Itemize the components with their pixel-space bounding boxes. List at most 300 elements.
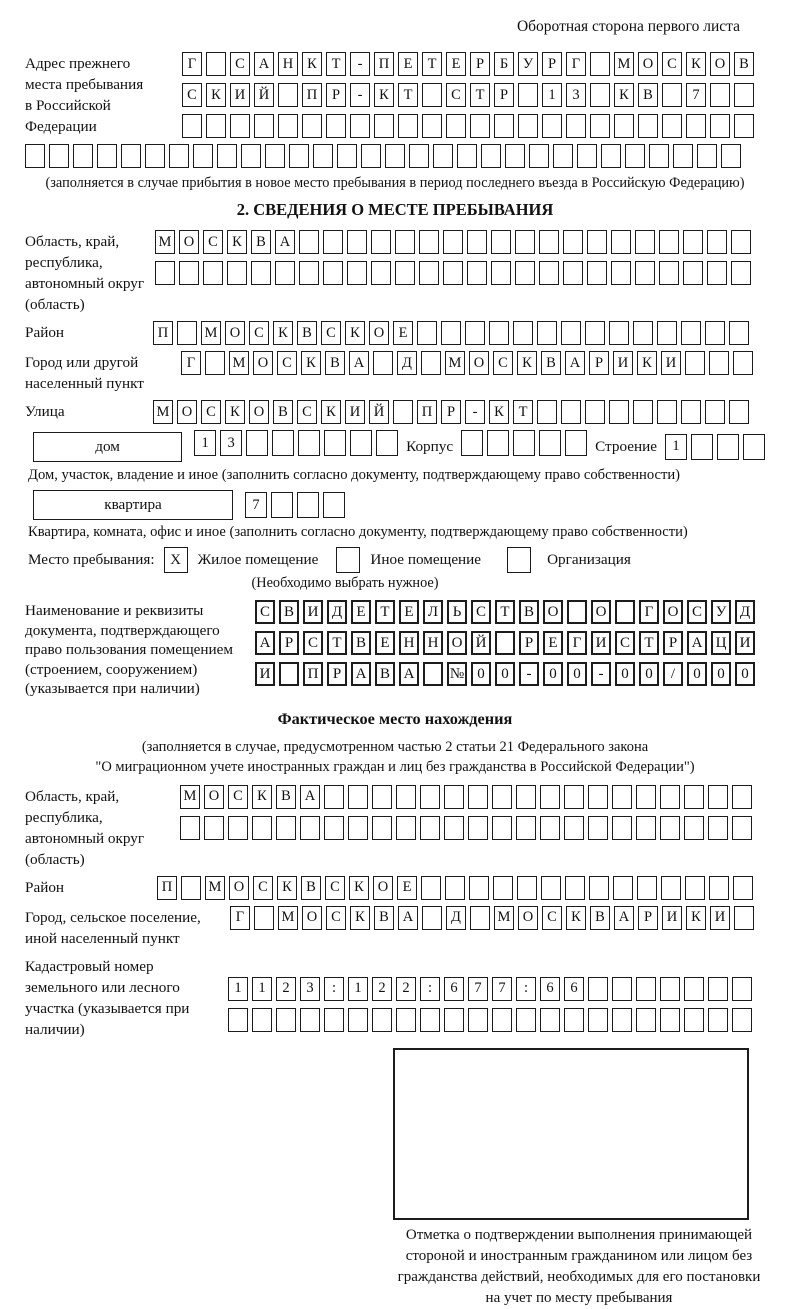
char-box: К [374, 83, 394, 107]
char-box: О [229, 876, 249, 900]
char-box [660, 785, 680, 809]
char-box: К [252, 785, 272, 809]
section2-title: 2. СВЕДЕНИЯ О МЕСТЕ ПРЕБЫВАНИЯ [236, 200, 554, 219]
char-box [734, 906, 754, 930]
char-box [275, 261, 295, 285]
char-box [717, 434, 739, 460]
char-box: Л [423, 600, 443, 624]
char-box: 6 [444, 977, 464, 1001]
char-box [636, 977, 656, 1001]
char-box: И [345, 400, 365, 424]
char-box [470, 906, 490, 930]
char-box: И [230, 83, 250, 107]
char-box [228, 816, 248, 840]
char-box [276, 816, 296, 840]
char-box [513, 321, 533, 345]
char-box: А [687, 631, 707, 655]
actual-city-label: Город, сельское поселение, иной населенный пункт [25, 908, 201, 947]
char-box [49, 144, 69, 168]
char-box: Г [181, 351, 201, 375]
char-box [513, 430, 535, 456]
char-box: Г [182, 52, 202, 76]
char-box [299, 230, 319, 254]
char-box: С [203, 230, 223, 254]
char-box [396, 1008, 416, 1032]
char-box: И [661, 351, 681, 375]
region-row-1 [155, 230, 751, 254]
char-box [707, 230, 727, 254]
char-box [494, 114, 514, 138]
char-box [206, 52, 226, 76]
char-box [681, 321, 701, 345]
char-box [300, 816, 320, 840]
char-box: 0 [543, 662, 563, 686]
char-box [371, 230, 391, 254]
char-box [516, 785, 536, 809]
korpus-row [461, 430, 587, 456]
char-box [421, 351, 441, 375]
char-box: 0 [711, 662, 731, 686]
char-box [492, 1008, 512, 1032]
char-box: Й [369, 400, 389, 424]
char-box: В [276, 785, 296, 809]
char-box [732, 1008, 752, 1032]
char-box: Т [375, 600, 395, 624]
street-row [153, 400, 749, 424]
char-box [371, 261, 391, 285]
char-box: 1 [542, 83, 562, 107]
char-box [601, 144, 621, 168]
char-box: К [277, 876, 297, 900]
char-box: В [541, 351, 561, 375]
char-box [662, 83, 682, 107]
char-box: Р [441, 400, 461, 424]
char-box [423, 662, 443, 686]
actual-region-label: Область, край, республика, автономный округ (область) [25, 787, 145, 868]
char-box [585, 321, 605, 345]
char-box [422, 114, 442, 138]
char-box: 0 [567, 662, 587, 686]
char-box [518, 114, 538, 138]
char-box: Б [494, 52, 514, 76]
char-box [564, 1008, 584, 1032]
char-box: В [279, 600, 299, 624]
char-box: С [201, 400, 221, 424]
char-box: Р [470, 52, 490, 76]
char-box: М [614, 52, 634, 76]
char-box [660, 816, 680, 840]
char-box: У [518, 52, 538, 76]
char-box [324, 785, 344, 809]
char-box [457, 144, 477, 168]
actual-location-note-1: (заполняется в случае, предусмотренном частью 2 статьи 21 Федерального закона [141, 738, 649, 755]
char-box [419, 230, 439, 254]
char-box: 0 [615, 662, 635, 686]
char-box [691, 434, 713, 460]
char-box [561, 321, 581, 345]
char-box: М [153, 400, 173, 424]
char-box: Е [393, 321, 413, 345]
char-box [518, 83, 538, 107]
char-box: : [324, 977, 344, 1001]
char-box: К [345, 321, 365, 345]
char-box: В [273, 400, 293, 424]
char-box: 7 [245, 492, 267, 518]
char-box [373, 351, 393, 375]
field-district [25, 321, 765, 345]
char-box: 7 [686, 83, 706, 107]
char-box: И [710, 906, 730, 930]
char-box [673, 144, 693, 168]
char-box: А [255, 631, 275, 655]
char-box [372, 785, 392, 809]
char-box: К [206, 83, 226, 107]
char-box: В [519, 600, 539, 624]
char-box [323, 492, 345, 518]
char-box [633, 321, 653, 345]
char-box [302, 114, 322, 138]
char-box [205, 351, 225, 375]
char-box [636, 1008, 656, 1032]
char-box [540, 785, 560, 809]
char-box [659, 230, 679, 254]
char-box: 0 [687, 662, 707, 686]
char-box [686, 114, 706, 138]
char-box [297, 492, 319, 518]
char-box [636, 816, 656, 840]
char-box [337, 144, 357, 168]
actual-region-row-1 [180, 785, 752, 809]
char-box: К [350, 906, 370, 930]
char-box [708, 816, 728, 840]
char-box: - [350, 52, 370, 76]
char-box: К [614, 83, 634, 107]
char-box: П [157, 876, 177, 900]
char-box: 1 [665, 434, 687, 460]
char-box: К [302, 52, 322, 76]
char-box: А [351, 662, 371, 686]
char-box [732, 785, 752, 809]
char-box [685, 876, 705, 900]
stroenie-label: Строение [595, 437, 657, 455]
char-box [614, 114, 634, 138]
char-box [743, 434, 765, 460]
char-box: О [253, 351, 273, 375]
char-box: О [177, 400, 197, 424]
char-box [731, 230, 751, 254]
char-box: Т [470, 83, 490, 107]
char-box: С [493, 351, 513, 375]
char-box [271, 492, 293, 518]
char-box: У [711, 600, 731, 624]
char-box [278, 114, 298, 138]
char-box: Т [639, 631, 659, 655]
char-box: 1 [228, 977, 248, 1001]
char-box [350, 114, 370, 138]
char-box: 0 [495, 662, 515, 686]
char-box: 2 [372, 977, 392, 1001]
char-box: : [420, 977, 440, 1001]
city-label: Город или другой населенный пункт [25, 354, 144, 392]
previous-address-label: Адрес прежнего места пребывания в Российской Федерации [25, 55, 144, 135]
char-box [491, 261, 511, 285]
char-box: О [249, 400, 269, 424]
char-box [587, 230, 607, 254]
char-box [733, 351, 753, 375]
char-box [565, 876, 585, 900]
char-box: К [566, 906, 586, 930]
char-box: С [249, 321, 269, 345]
field-cadastre [25, 955, 765, 1040]
char-box: Т [326, 52, 346, 76]
char-box [445, 876, 465, 900]
char-box: А [565, 351, 585, 375]
char-box [441, 321, 461, 345]
char-box: Т [495, 600, 515, 624]
char-box [347, 261, 367, 285]
char-box: 6 [540, 977, 560, 1001]
house-rect-label: дом [33, 432, 182, 462]
char-box [300, 1008, 320, 1032]
char-box [590, 83, 610, 107]
char-box [566, 114, 586, 138]
char-box: К [517, 351, 537, 375]
document-row-3 [255, 662, 755, 686]
char-box [637, 876, 657, 900]
char-box [444, 1008, 464, 1032]
char-box [588, 785, 608, 809]
char-box: О [302, 906, 322, 930]
char-box: М [229, 351, 249, 375]
char-box: № [447, 662, 467, 686]
char-box [515, 230, 535, 254]
char-box [660, 1008, 680, 1032]
char-box [661, 876, 681, 900]
district-label: Район [25, 324, 65, 341]
char-box: Р [279, 631, 299, 655]
char-box [393, 400, 413, 424]
char-box [265, 144, 285, 168]
char-box [708, 785, 728, 809]
char-box: Е [446, 52, 466, 76]
option-organization-label: Организация [547, 551, 631, 568]
char-box [272, 430, 294, 456]
char-box [470, 114, 490, 138]
char-box [590, 114, 610, 138]
char-box [182, 114, 202, 138]
char-box: С [277, 351, 297, 375]
char-box: Т [327, 631, 347, 655]
char-box: П [153, 321, 173, 345]
city-row [181, 351, 753, 375]
char-box [541, 876, 561, 900]
char-box: Т [422, 52, 442, 76]
char-box: Д [397, 351, 417, 375]
char-box: / [663, 662, 683, 686]
char-box: 3 [220, 430, 242, 456]
korpus-label: Корпус [406, 437, 454, 455]
char-box: П [417, 400, 437, 424]
char-box [279, 662, 299, 686]
char-box [419, 261, 439, 285]
char-box [361, 144, 381, 168]
char-box: Д [446, 906, 466, 930]
char-box [433, 144, 453, 168]
district-row [153, 321, 749, 345]
char-box: Е [351, 600, 371, 624]
char-box [708, 1008, 728, 1032]
char-box [732, 977, 752, 1001]
apartment-line [25, 490, 765, 520]
char-box: С [542, 906, 562, 930]
char-box [230, 114, 250, 138]
char-box [155, 261, 175, 285]
char-box: И [303, 600, 323, 624]
char-box: С [253, 876, 273, 900]
char-box [252, 1008, 272, 1032]
previous-address-row-3 [182, 114, 754, 138]
char-box [683, 230, 703, 254]
char-box: В [351, 631, 371, 655]
char-box: О [225, 321, 245, 345]
char-box: О [204, 785, 224, 809]
char-box: 0 [471, 662, 491, 686]
char-box: А [300, 785, 320, 809]
char-box [539, 230, 559, 254]
char-box [324, 816, 344, 840]
char-box: Р [519, 631, 539, 655]
cadastre-label: Кадастровый номер земельного или лесного участка (указывается при наличии) [25, 957, 190, 1038]
char-box: Е [375, 631, 395, 655]
char-box: Т [398, 83, 418, 107]
char-box: О [710, 52, 730, 76]
document-label: Наименование и реквизиты документа, подтверждающего право пользования помещением (строением, сооружением) (указывается при наличии) [25, 602, 234, 697]
document-row-2 [255, 631, 755, 655]
char-box [577, 144, 597, 168]
char-box: В [251, 230, 271, 254]
char-box: С [255, 600, 275, 624]
char-box [409, 144, 429, 168]
char-box: П [302, 83, 322, 107]
char-box [612, 1008, 632, 1032]
char-box [537, 321, 557, 345]
char-box [489, 321, 509, 345]
char-box [685, 351, 705, 375]
char-box: К [637, 351, 657, 375]
field-actual-region [25, 785, 765, 870]
char-box [565, 430, 587, 456]
char-box [347, 230, 367, 254]
char-box [420, 1008, 440, 1032]
house-number-row [194, 430, 398, 456]
char-box: В [734, 52, 754, 76]
house-line [25, 430, 765, 463]
stay-place-label: Место пребывания: [28, 551, 155, 568]
char-box: М [155, 230, 175, 254]
char-box [638, 114, 658, 138]
char-box [542, 114, 562, 138]
field-actual-district [25, 876, 765, 900]
char-box [395, 261, 415, 285]
stamp-box [393, 1048, 749, 1220]
char-box: С [471, 600, 491, 624]
char-box [589, 876, 609, 900]
char-box [710, 114, 730, 138]
actual-location-title: Фактическое место нахождения [277, 708, 513, 728]
char-box [537, 400, 557, 424]
char-box [422, 83, 442, 107]
char-box [73, 144, 93, 168]
char-box [516, 816, 536, 840]
char-box [492, 785, 512, 809]
char-box [625, 144, 645, 168]
char-box: О [518, 906, 538, 930]
field-city [25, 351, 765, 394]
char-box [588, 1008, 608, 1032]
char-box: Ц [711, 631, 731, 655]
char-box [254, 906, 274, 930]
char-box: К [227, 230, 247, 254]
char-box: 3 [300, 977, 320, 1001]
region-label: Область, край, республика, автономный округ (область) [25, 233, 145, 313]
char-box [505, 144, 525, 168]
char-box: 2 [276, 977, 296, 1001]
apartment-number-row [245, 492, 345, 518]
char-box [395, 230, 415, 254]
char-box: О [447, 631, 467, 655]
char-box: Р [326, 83, 346, 107]
char-box [481, 144, 501, 168]
char-box [206, 114, 226, 138]
field-previous-address [25, 52, 765, 138]
stay-place-note: (Необходимо выбрать нужное) [251, 575, 439, 591]
char-box [564, 785, 584, 809]
char-box [683, 261, 703, 285]
char-box: Г [639, 600, 659, 624]
char-box: В [375, 662, 395, 686]
char-box [467, 261, 487, 285]
char-box: О [369, 321, 389, 345]
char-box: И [613, 351, 633, 375]
char-box [324, 1008, 344, 1032]
char-box [705, 400, 725, 424]
char-box [587, 261, 607, 285]
char-box [180, 816, 200, 840]
char-box: О [638, 52, 658, 76]
char-box: Е [399, 600, 419, 624]
actual-location-note-2: "О миграционном учете иностранных граждан и лиц без гражданства в Российской Федерации") [95, 758, 695, 775]
char-box [374, 114, 394, 138]
char-box [567, 600, 587, 624]
char-box [636, 785, 656, 809]
char-box: К [273, 321, 293, 345]
char-box [539, 430, 561, 456]
char-box: Е [398, 52, 418, 76]
actual-region-row-2 [180, 816, 752, 840]
char-box [615, 600, 635, 624]
char-box [204, 816, 224, 840]
char-box [662, 114, 682, 138]
char-box: С [321, 321, 341, 345]
char-box [246, 430, 268, 456]
char-box [585, 400, 605, 424]
char-box [468, 816, 488, 840]
char-box: Й [471, 631, 491, 655]
char-box: М [205, 876, 225, 900]
char-box [313, 144, 333, 168]
char-box [590, 52, 610, 76]
actual-city-row [230, 906, 754, 930]
